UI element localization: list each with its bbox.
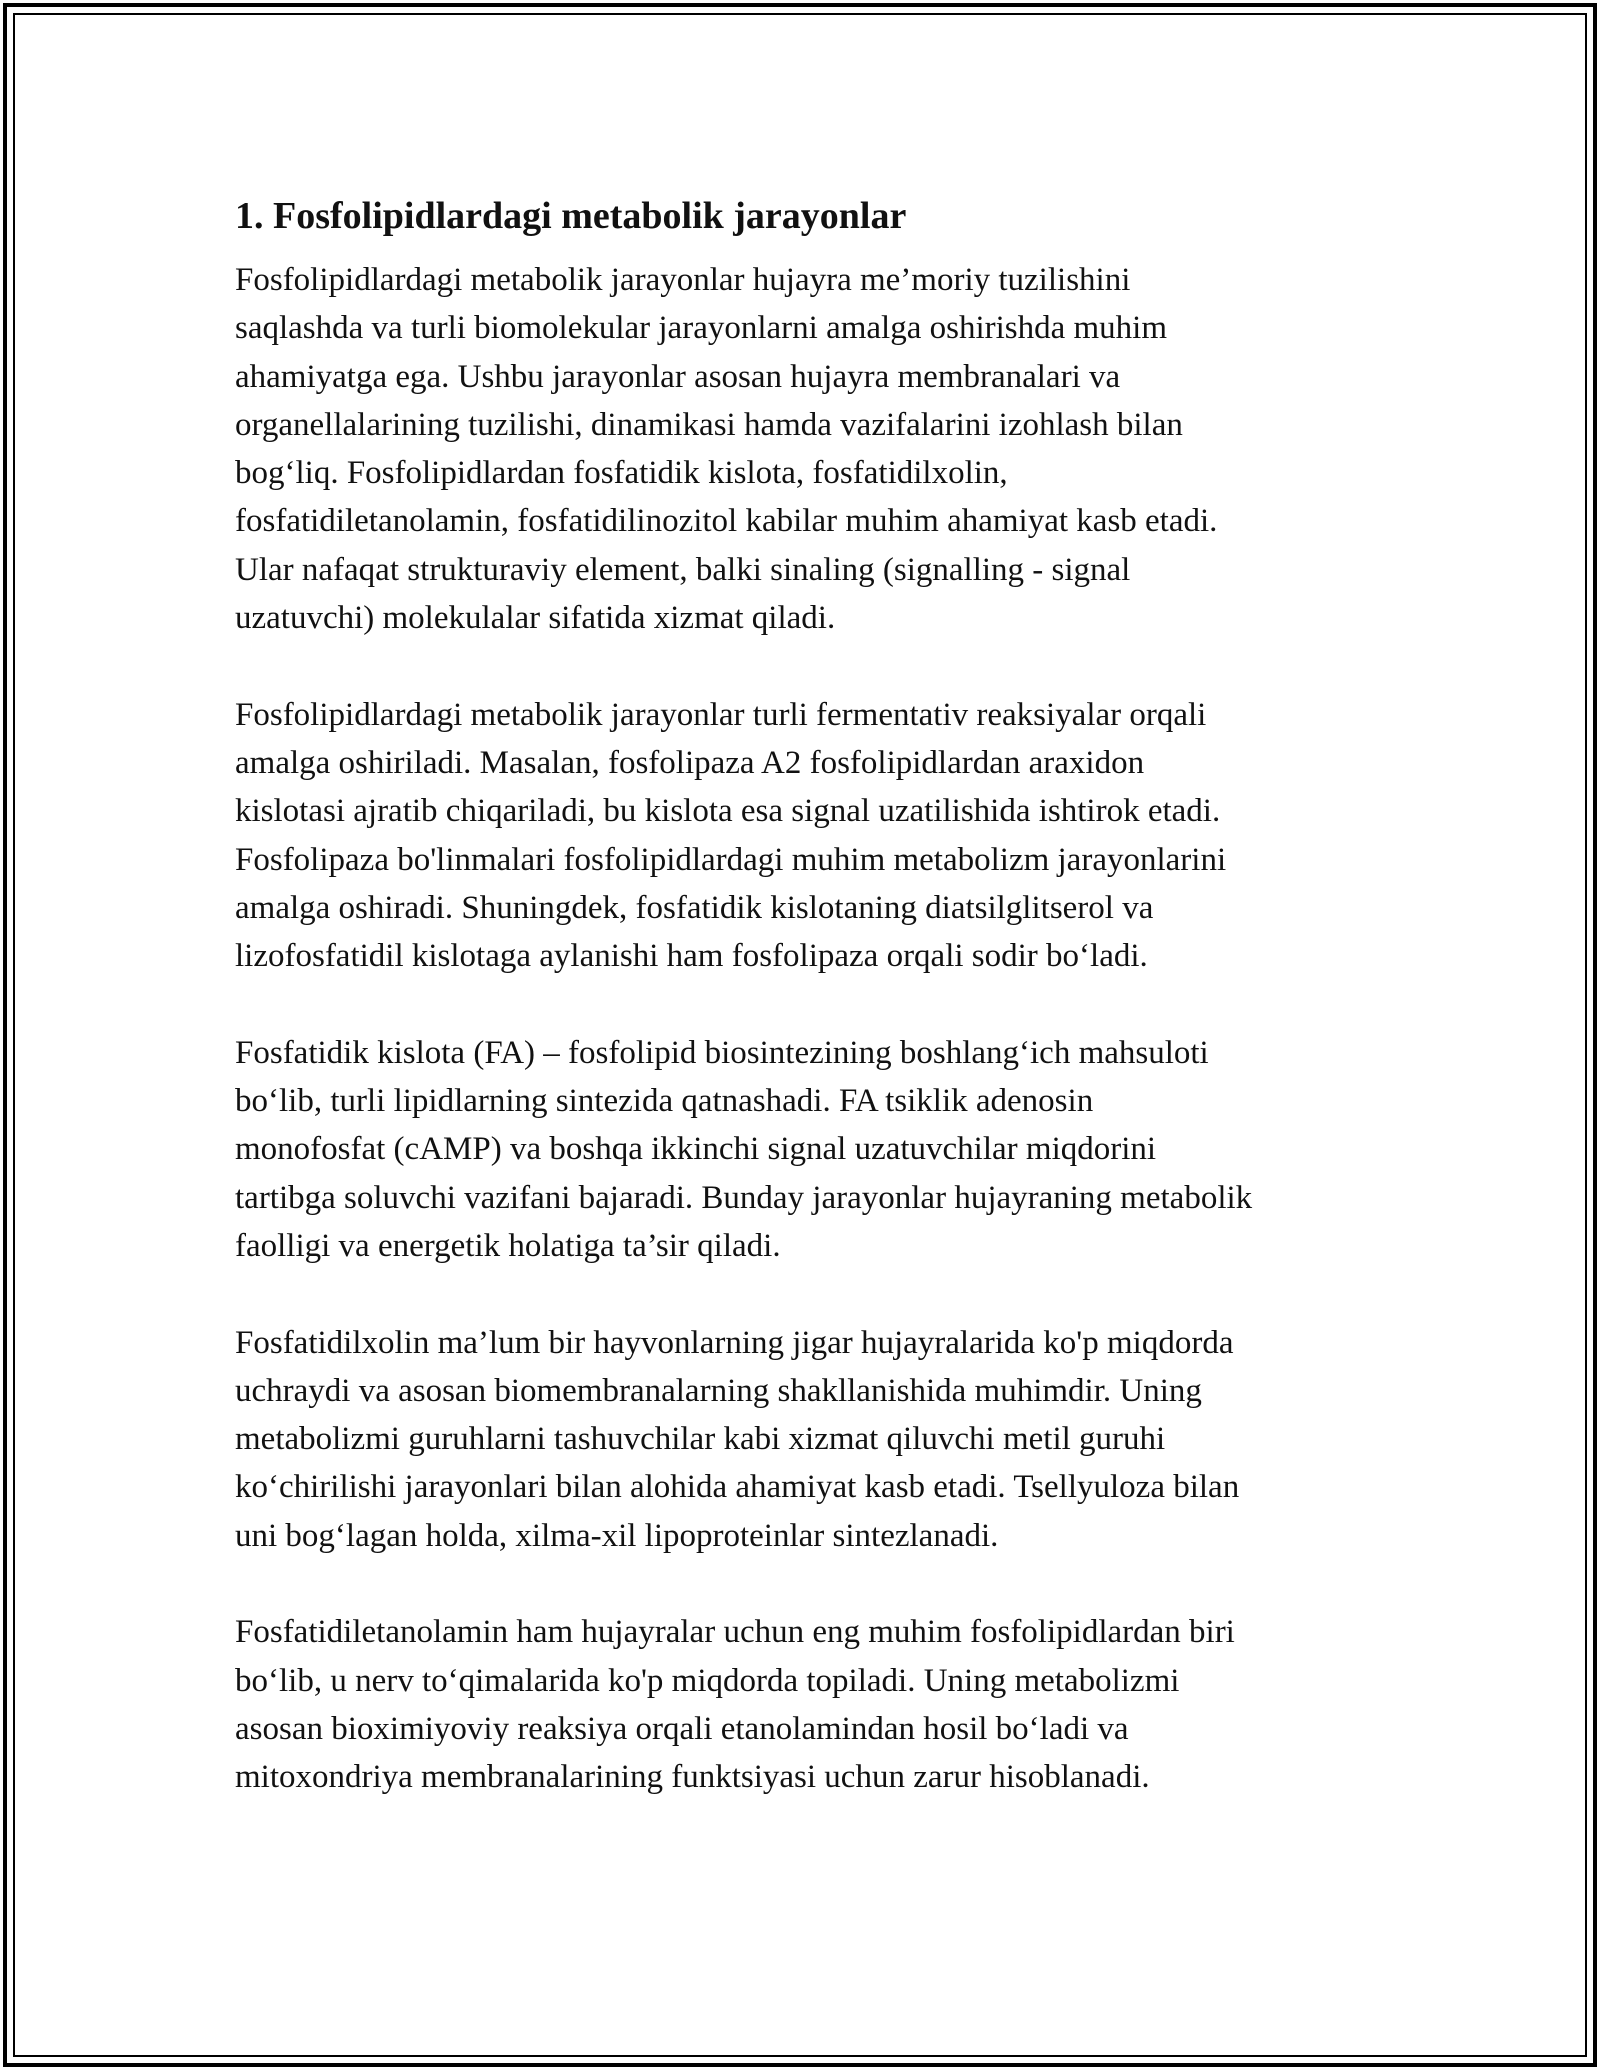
paragraph-phosphatidic-acid: Fosfatidik kislota (FA) – fosfolipid biosintezining boshlang‘ich mahsuloti bo‘lib, turli lipidlarning sintezida qatnashadi. FA tsiklik adenosin monofosfat (cAMP) va boshqa ikkinchi signal uzatuvchilar miqdorini tartibga soluvchi vazifani bajaradi. Bunday jarayonlar hujayraning metabolik faolligi va energetik holatiga ta’sir qiladi. [235,1034,1253,1264]
document-body [235,188,1375,1850]
paragraph-intro: Fosfolipidlardagi metabolik jarayonlar hujayra me’moriy tuzilishini saqlashda va turli biomolekular jarayonlarni amalga oshirishda muhim ahamiyatga ega. Ushbu jarayonlar asosan hujayra membranalari va organellalarining tuzilishi, dinamikasi hamda vazifalarini izohlash bilan bog‘liq. Fosfolipidlardan fosfatidik kislota, fosfatidilxolin, fosfatidiletanolamin, fosfatidilinozitol kabilar muhim ahamiyat kasb etadi. Ular nafaqat strukturaviy element, balki sinaling (signalling - signal uzatuvchi) molekulalar sifatida xizmat qiladi. [235,262,1218,637]
paragraph-phosphatidylcholine: Fosfatidilxolin ma’lum bir hayvonlarning jigar hujayralarida ko'p miqdorda uchraydi va asosan biomembranalarning shakllanishida muhimdir. Uning metabolizmi guruhlarni tashuvchilar kabi xizmat qiluvchi metil guruhi ko‘chirilishi jarayonlari bilan alohida ahamiyat kasb etadi. Tsellyuloza bilan uni bog‘lagan holda, xilma-xil lipoproteinlar sintezlanadi. [235,1324,1240,1554]
paragraph-enzymatic-reactions: Fosfolipidlardagi metabolik jarayonlar turli fermentativ reaksiyalar orqali amalga oshiriladi. Masalan, fosfolipaza A2 fosfolipidlardan araxidon kislotasi ajratib chiqariladi, bu kislota esa signal uzatilishida ishtirok etadi. Fosfolipaza bo'linmalari fosfolipidlardagi muhim metabolizm jarayonlarini amalga oshiradi. Shuningdek, fosfatidik kislotaning diatsilglitserol va lizofosfatidil kislotaga aylanishi ham fosfolipaza orqali sodir bo‘ladi. [235,696,1227,975]
paragraph-phosphatidylethanolamine: Fosfatidiletanolamin ham hujayralar uchun eng muhim fosfolipidlardan biri bo‘lib, u nerv to‘qimalarida ko'p miqdorda topiladi. Uning metabolizmi asosan bioximiyoviy reaksiya orqali etanolamindan hosil bo‘ladi va mitoxondriya membranalarining funktsiyasi uchun zarur hisoblanadi. [235,1614,1235,1796]
section-title: 1. Fosfolipidlardagi metabolik jarayonlar [235,195,907,237]
